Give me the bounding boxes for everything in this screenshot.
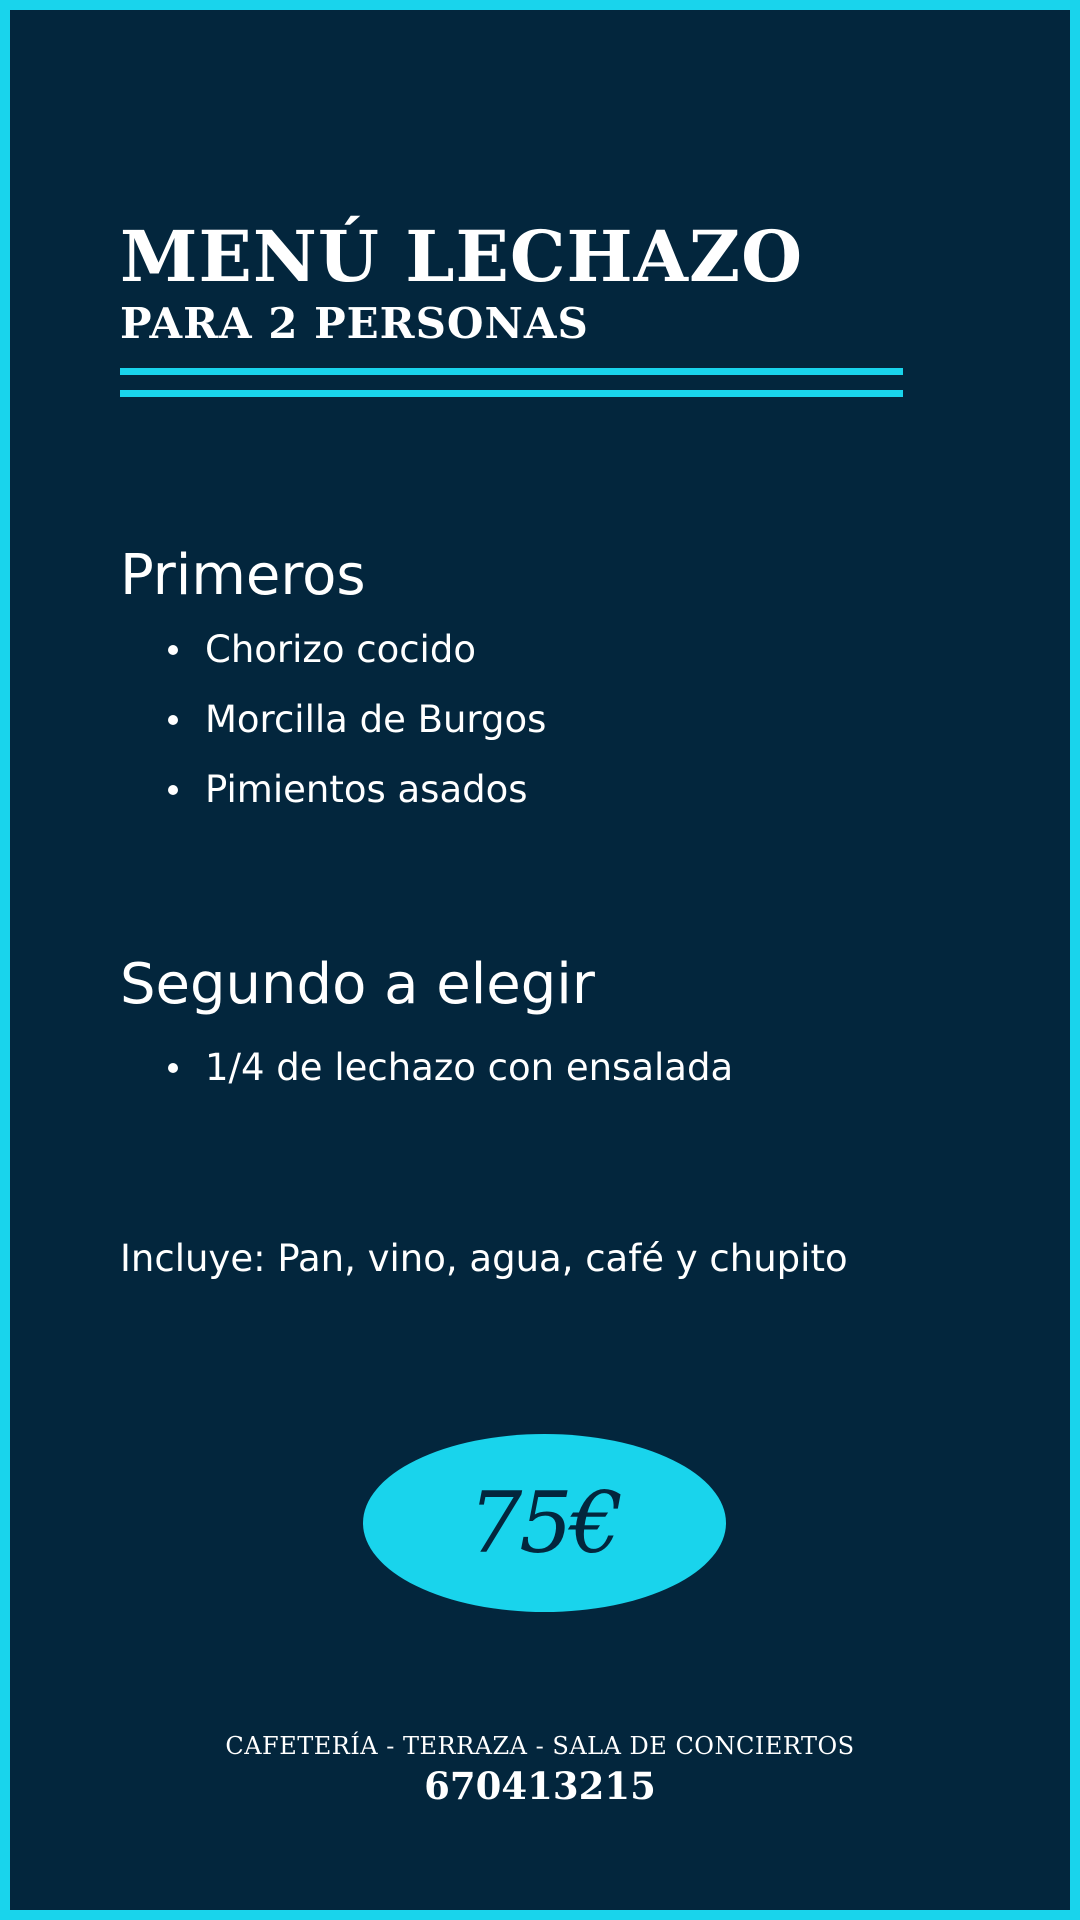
list-item	[168, 768, 546, 838]
menu-subtitle: PARA 2 PERSONAS	[120, 299, 589, 348]
list-item	[168, 1046, 733, 1116]
dish-name: Chorizo cocido	[205, 628, 476, 671]
bullet-icon	[168, 785, 178, 795]
includes-note: Incluye: Pan, vino, agua, café y chupito	[120, 1237, 848, 1280]
section-heading-segundo: Segundo a elegir	[120, 952, 595, 1017]
bullet-icon	[168, 645, 178, 655]
title-divider-top	[120, 368, 903, 375]
bullet-icon	[168, 1063, 178, 1073]
bullet-icon	[168, 715, 178, 725]
dish-name: 1/4 de lechazo con ensalada	[205, 1046, 734, 1089]
dish-name: Pimientos asados	[205, 768, 528, 811]
menu-title: MENÚ LECHAZO	[120, 215, 804, 298]
dish-list-primeros	[168, 628, 546, 838]
list-item	[168, 628, 546, 698]
price-badge	[363, 1434, 726, 1612]
price-label: 75€	[468, 1474, 621, 1572]
section-heading-primeros: Primeros	[120, 543, 366, 608]
footer-tagline: CAFETERÍA - TERRAZA - SALA DE CONCIERTOS	[225, 1732, 855, 1760]
list-item	[168, 698, 546, 768]
dish-name: Morcilla de Burgos	[205, 698, 547, 741]
dish-list-segundo	[168, 1046, 733, 1116]
footer-phone: 670413215	[424, 1764, 656, 1808]
title-divider-bottom	[120, 390, 903, 397]
